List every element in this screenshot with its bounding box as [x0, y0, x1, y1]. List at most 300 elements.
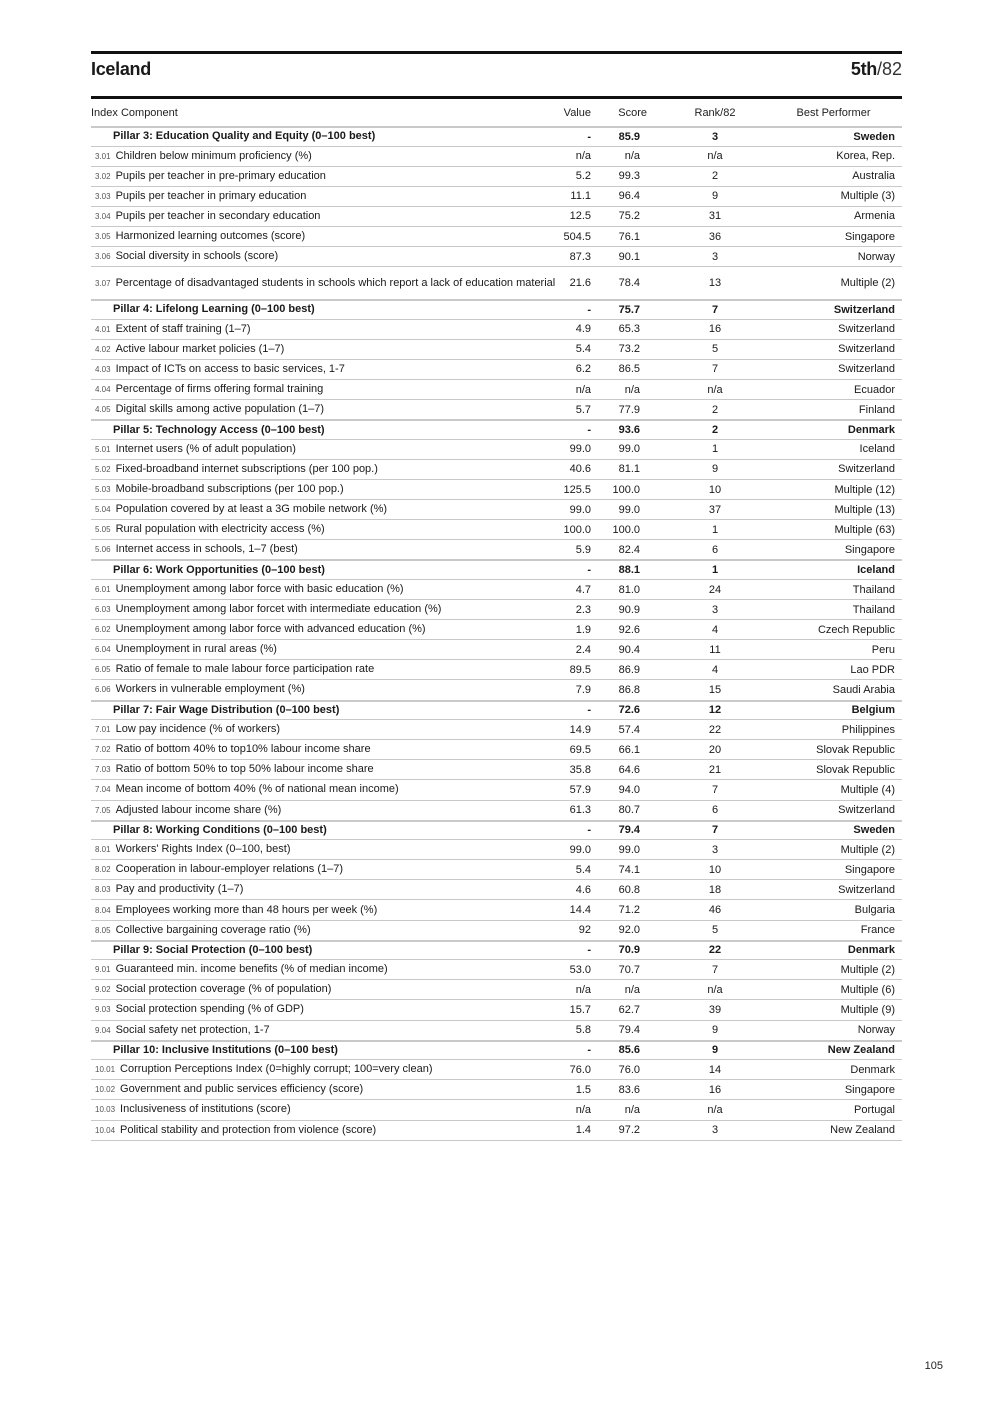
best-performer-cell: New Zealand	[827, 1044, 895, 1057]
best-performer-cell: Multiple (63)	[834, 523, 895, 536]
component-name	[91, 900, 556, 920]
score-cell: 99.0	[618, 843, 640, 856]
component-code: 8.04	[95, 905, 111, 915]
component-label: Pupils per teacher in primary education	[115, 189, 307, 202]
value-cell: 15.7	[569, 1003, 591, 1016]
component-name	[91, 620, 556, 640]
component-name	[91, 960, 556, 980]
component-name	[91, 1060, 556, 1080]
best-performer-cell: Peru	[871, 643, 895, 656]
rank-cell: 6	[711, 543, 719, 556]
rank-cell: 9	[711, 1044, 719, 1057]
best-performer-cell: Korea, Rep.	[836, 150, 895, 163]
rank-cell: 16	[708, 323, 722, 336]
table-row	[91, 186, 902, 206]
best-performer-cell: Multiple (3)	[840, 190, 895, 203]
table-row	[91, 880, 902, 900]
best-performer-cell: Philippines	[841, 723, 895, 736]
component-name	[91, 540, 556, 561]
component-name	[91, 1000, 556, 1020]
table-row	[91, 247, 902, 267]
table-row	[91, 1000, 902, 1020]
pillar-name	[91, 821, 556, 840]
rank-cell: 4	[711, 663, 719, 676]
score-cell: 85.9	[618, 130, 640, 143]
table-row	[91, 620, 902, 640]
pillar-name	[91, 941, 556, 960]
rank-cell: 5	[711, 924, 719, 937]
component-code: 6.05	[95, 665, 111, 675]
rank-cell: n/a	[707, 1103, 723, 1116]
component-label: Ratio of female to male labour force participation rate	[115, 663, 375, 676]
value-cell: 99.0	[569, 843, 591, 856]
score-cell: 85.6	[618, 1044, 640, 1057]
score-cell: n/a	[624, 1103, 640, 1116]
component-label: Internet access in schools, 1–7 (best)	[115, 543, 298, 556]
component-label: Pillar 10: Inclusive Institutions (0–100 best)	[113, 1043, 338, 1056]
component-code: 5.01	[95, 444, 111, 454]
pillar-row	[91, 821, 902, 840]
score-cell: n/a	[624, 983, 640, 996]
component-name	[91, 660, 556, 680]
score-cell: 75.2	[618, 210, 640, 223]
rank-cell: 5	[711, 343, 719, 356]
score-cell: 83.6	[618, 1083, 640, 1096]
value-cell: 99.0	[569, 503, 591, 516]
value-cell: 5.7	[575, 403, 591, 416]
best-performer-cell: Switzerland	[838, 343, 895, 356]
component-label: Rural population with electricity access (%)	[115, 523, 325, 536]
rank-cell: 13	[708, 277, 722, 290]
component-label: Unemployment among labor force with basic education (%)	[115, 583, 404, 596]
score-cell: 96.4	[618, 190, 640, 203]
best-performer-cell: Lao PDR	[850, 663, 895, 676]
table-row	[91, 579, 902, 599]
best-performer-cell: Multiple (6)	[840, 983, 895, 996]
table-row	[91, 267, 902, 301]
score-cell: 80.7	[618, 804, 640, 817]
component-label: Pillar 5: Technology Access (0–100 best)	[113, 423, 325, 436]
value-cell: n/a	[575, 383, 591, 396]
table-row	[91, 640, 902, 660]
score-cell: 76.1	[618, 230, 640, 243]
component-name	[91, 247, 556, 267]
pillar-row	[91, 701, 902, 720]
value-cell: 21.6	[569, 277, 591, 290]
component-code: 7.05	[95, 805, 111, 815]
rank-cell: 3	[711, 843, 719, 856]
table-row	[91, 359, 902, 379]
rank-cell: 2	[711, 170, 719, 183]
value-cell: 5.8	[575, 1024, 591, 1037]
component-label: Guaranteed min. income benefits (% of median income)	[115, 963, 388, 976]
rank-cell: 11	[709, 643, 721, 656]
component-code: 10.01	[95, 1065, 116, 1075]
table-row	[91, 500, 902, 520]
value-cell: 57.9	[569, 783, 591, 796]
component-label: Internet users (% of adult population)	[115, 442, 296, 455]
component-label: Cooperation in labour-employer relations (1–7)	[115, 863, 344, 876]
value-cell: 92	[578, 924, 591, 937]
component-code: 7.01	[95, 725, 111, 735]
table-row	[91, 900, 902, 920]
component-code: 6.02	[95, 625, 111, 635]
table-row	[91, 960, 902, 980]
column-header-best-performer: Best Performer	[796, 106, 871, 119]
component-name	[91, 1120, 556, 1140]
score-cell: 79.4	[618, 1024, 640, 1037]
component-code: 10.03	[95, 1105, 116, 1115]
score-cell: 65.3	[618, 323, 640, 336]
value-cell: 35.8	[569, 763, 591, 776]
component-code: 8.01	[95, 845, 111, 855]
component-code: 3.03	[95, 191, 111, 201]
value-cell: 11.1	[570, 190, 591, 203]
score-cell: 75.7	[618, 303, 640, 316]
best-performer-cell: Saudi Arabia	[832, 683, 895, 696]
component-label: Pupils per teacher in pre-primary education	[115, 169, 326, 182]
component-name	[91, 520, 556, 540]
component-label: Harmonized learning outcomes (score)	[115, 230, 306, 243]
best-performer-cell: Thailand	[852, 583, 895, 596]
component-label: Pupils per teacher in secondary education	[115, 209, 321, 222]
component-code: 5.03	[95, 485, 111, 495]
best-performer-cell: France	[860, 924, 895, 937]
value-cell: 14.4	[569, 904, 591, 917]
component-label: Active labour market policies (1–7)	[115, 342, 285, 355]
best-performer-cell: Singapore	[844, 543, 895, 556]
pillar-name	[91, 127, 556, 146]
value-cell: 61.3	[569, 804, 591, 817]
best-performer-cell: Multiple (2)	[840, 277, 895, 290]
value-cell: 2.3	[575, 603, 591, 616]
best-performer-cell: Switzerland	[838, 804, 895, 817]
best-performer-cell: Iceland	[859, 443, 895, 456]
score-cell: 93.6	[618, 424, 640, 437]
table-row	[91, 740, 902, 760]
rank-cell: 15	[708, 683, 722, 696]
rank-cell: 7	[711, 824, 719, 837]
table-row	[91, 1060, 902, 1080]
pillar-name	[91, 420, 556, 439]
table-row	[91, 540, 902, 561]
score-cell: 70.9	[618, 944, 640, 957]
score-cell: 76.0	[618, 1063, 640, 1076]
best-performer-cell: Multiple (9)	[840, 1003, 895, 1016]
rank-cell: 9	[711, 190, 719, 203]
best-performer-cell: Multiple (12)	[834, 483, 895, 496]
column-header-row	[91, 99, 902, 127]
component-name	[91, 980, 556, 1000]
score-cell: 90.4	[618, 643, 640, 656]
component-label: Mean income of bottom 40% (% of national mean income)	[115, 783, 399, 796]
component-code: 7.02	[95, 745, 111, 755]
rank-cell: 18	[708, 883, 722, 896]
value-cell: -	[587, 130, 591, 143]
best-performer-cell: Multiple (13)	[834, 503, 895, 516]
pillar-row	[91, 560, 902, 579]
score-cell: 99.0	[618, 443, 640, 456]
best-performer-cell: Multiple (4)	[840, 783, 895, 796]
score-cell: 62.7	[618, 1003, 640, 1016]
component-code: 6.01	[95, 585, 111, 595]
table-row	[91, 660, 902, 680]
best-performer-cell: Finland	[858, 403, 895, 416]
table-row	[91, 459, 902, 479]
score-cell: 90.1	[618, 250, 640, 263]
score-cell: 81.0	[618, 583, 640, 596]
component-label: Ratio of bottom 40% to top10% labour income share	[115, 743, 371, 756]
component-name	[91, 146, 556, 166]
component-code: 8.03	[95, 885, 111, 895]
value-cell: 5.4	[575, 863, 591, 876]
country-profile-page	[91, 51, 902, 1141]
component-label: Unemployment among labor forcet with intermediate education (%)	[115, 603, 442, 616]
rank-cell: 36	[708, 230, 722, 243]
table-row	[91, 860, 902, 880]
column-header-rank: Rank/82	[694, 106, 736, 119]
component-name	[91, 860, 556, 880]
score-cell: 77.9	[618, 403, 640, 416]
value-cell: 89.5	[569, 663, 591, 676]
table-row	[91, 680, 902, 701]
component-code: 3.01	[95, 151, 111, 161]
component-label: Pillar 4: Lifelong Learning (0–100 best)	[113, 303, 315, 316]
component-code: 3.06	[95, 252, 111, 262]
component-code: 5.04	[95, 505, 111, 515]
value-cell: 125.5	[563, 483, 591, 496]
value-cell: -	[587, 704, 591, 717]
component-name	[91, 359, 556, 379]
value-cell: 76.0	[569, 1063, 591, 1076]
component-code: 4.03	[95, 364, 111, 374]
component-code: 6.06	[95, 685, 111, 695]
component-name	[91, 226, 556, 246]
value-cell: 69.5	[569, 743, 591, 756]
pillar-row	[91, 941, 902, 960]
value-cell: 53.0	[569, 963, 591, 976]
rank-value: 5th	[850, 59, 877, 79]
best-performer-cell: Iceland	[857, 564, 895, 577]
component-label: Extent of staff training (1–7)	[115, 322, 251, 335]
table-row	[91, 1020, 902, 1041]
best-performer-cell: Switzerland	[838, 323, 895, 336]
component-label: Social protection spending (% of GDP)	[115, 1003, 304, 1016]
component-code: 8.05	[95, 925, 111, 935]
best-performer-cell: Sweden	[853, 130, 895, 143]
table-row	[91, 480, 902, 500]
component-code: 5.02	[95, 464, 111, 474]
best-performer-cell: Singapore	[844, 1083, 895, 1096]
rank-cell: 6	[711, 804, 719, 817]
component-name	[91, 339, 556, 359]
value-cell: 100.0	[563, 523, 591, 536]
score-cell: 86.8	[618, 683, 640, 696]
component-label: Low pay incidence (% of workers)	[115, 723, 281, 736]
component-code: 10.04	[95, 1125, 116, 1135]
pillar-row	[91, 1041, 902, 1060]
rank-cell: 10	[708, 863, 722, 876]
component-label: Pillar 3: Education Quality and Equity (0–100 best)	[113, 130, 376, 143]
table-row	[91, 780, 902, 800]
component-label: Employees working more than 48 hours per week (%)	[115, 903, 378, 916]
value-cell: 1.4	[575, 1124, 591, 1137]
score-cell: 86.9	[618, 663, 640, 676]
table-row	[91, 400, 902, 421]
value-cell: n/a	[575, 1103, 591, 1116]
value-cell: 12.5	[569, 210, 591, 223]
component-label: Unemployment in rural areas (%)	[115, 643, 277, 656]
value-cell: 4.9	[575, 323, 591, 336]
pillar-row	[91, 300, 902, 319]
best-performer-cell: Multiple (2)	[840, 843, 895, 856]
pillar-row	[91, 127, 902, 146]
best-performer-cell: Multiple (2)	[840, 963, 895, 976]
table-row	[91, 760, 902, 780]
value-cell: 14.9	[569, 723, 591, 736]
component-name	[91, 640, 556, 660]
rank-cell: 14	[708, 1063, 722, 1076]
component-code: 3.02	[95, 171, 111, 181]
rank-cell: 20	[708, 743, 722, 756]
rank-cell: 4	[711, 623, 719, 636]
value-cell: 5.2	[575, 170, 591, 183]
best-performer-cell: Thailand	[852, 603, 895, 616]
rank-cell: 37	[708, 503, 722, 516]
component-label: Pay and productivity (1–7)	[115, 883, 244, 896]
score-cell: 99.3	[618, 170, 640, 183]
component-label: Pillar 8: Working Conditions (0–100 best)	[113, 823, 327, 836]
table-row	[91, 380, 902, 400]
score-cell: 86.5	[618, 363, 640, 376]
score-cell: 81.1	[618, 463, 640, 476]
score-cell: 92.0	[618, 924, 640, 937]
rank-cell: 24	[708, 583, 722, 596]
component-code: 4.02	[95, 344, 111, 354]
component-code: 8.02	[95, 865, 111, 875]
value-cell: 5.9	[575, 543, 591, 556]
component-label: Digital skills among active population (1–7)	[115, 403, 325, 416]
component-code: 4.01	[95, 324, 111, 334]
value-cell: 4.6	[575, 883, 591, 896]
score-cell: 73.2	[618, 343, 640, 356]
score-cell: 94.0	[618, 783, 640, 796]
rank-cell: 3	[711, 1124, 719, 1137]
component-name	[91, 206, 556, 226]
component-name	[91, 459, 556, 479]
pillar-name	[91, 701, 556, 720]
table-row	[91, 920, 902, 941]
component-name	[91, 186, 556, 206]
value-cell: 4.7	[575, 583, 591, 596]
value-cell: 7.9	[575, 683, 591, 696]
pillar-name	[91, 1041, 556, 1060]
score-cell: 66.1	[618, 743, 640, 756]
rank-cell: 31	[708, 210, 722, 223]
component-name	[91, 760, 556, 780]
rank-cell: 21	[708, 763, 722, 776]
table-row	[91, 146, 902, 166]
component-code: 4.05	[95, 405, 111, 415]
table-row	[91, 339, 902, 359]
table-row	[91, 840, 902, 860]
component-label: Social protection coverage (% of population)	[115, 983, 332, 996]
component-code: 10.02	[95, 1085, 116, 1095]
component-code: 6.04	[95, 645, 111, 655]
table-row	[91, 720, 902, 740]
rank-cell: 7	[711, 963, 719, 976]
component-name	[91, 500, 556, 520]
rank-cell: 1	[711, 564, 719, 577]
rank-cell: n/a	[707, 983, 723, 996]
component-name	[91, 267, 556, 301]
best-performer-cell: Denmark	[850, 1063, 895, 1076]
component-name	[91, 720, 556, 740]
rank-cell: 1	[711, 443, 719, 456]
rank-cell: 9	[711, 1024, 719, 1037]
component-label: Fixed-broadband internet subscriptions (per 100 pop.)	[115, 462, 378, 475]
best-performer-cell: Denmark	[847, 424, 895, 437]
table-row	[91, 520, 902, 540]
best-performer-cell: Singapore	[844, 863, 895, 876]
score-cell: 90.9	[618, 603, 640, 616]
component-label: Social diversity in schools (score)	[115, 250, 279, 263]
best-performer-cell: Norway	[857, 1024, 895, 1037]
rank-cell: 1	[711, 523, 719, 536]
component-label: Unemployment among labor force with advanced education (%)	[115, 623, 426, 636]
value-cell: -	[587, 1044, 591, 1057]
component-label: Social safety net protection, 1-7	[115, 1023, 270, 1036]
rank-cell: 3	[711, 603, 719, 616]
component-code: 5.05	[95, 525, 111, 535]
score-cell: 72.6	[618, 704, 640, 717]
score-cell: 60.8	[618, 883, 640, 896]
component-label: Political stability and protection from violence (score)	[120, 1123, 377, 1136]
component-label: Impact of ICTs on access to basic services, 1-7	[115, 362, 345, 375]
rank-cell: 16	[708, 1083, 722, 1096]
score-cell: 82.4	[618, 543, 640, 556]
rank-cell: 3	[711, 250, 719, 263]
component-name	[91, 400, 556, 421]
best-performer-cell: Switzerland	[833, 303, 895, 316]
page-number: 105	[924, 1360, 943, 1372]
value-cell: -	[587, 564, 591, 577]
rank-cell: 10	[708, 483, 722, 496]
component-code: 3.07	[95, 278, 111, 288]
value-cell: n/a	[575, 983, 591, 996]
pillar-name	[91, 560, 556, 579]
component-name	[91, 1080, 556, 1100]
component-label: Adjusted labour income share (%)	[115, 803, 282, 816]
best-performer-cell: Slovak Republic	[816, 763, 895, 776]
best-performer-cell: Switzerland	[838, 883, 895, 896]
component-name	[91, 880, 556, 900]
value-cell: -	[587, 944, 591, 957]
rank-cell: n/a	[707, 383, 723, 396]
component-code: 9.03	[95, 1005, 111, 1015]
value-cell: 87.3	[569, 250, 591, 263]
rank-cell: 7	[711, 303, 719, 316]
table-row	[91, 1100, 902, 1120]
rank-cell: 39	[708, 1003, 722, 1016]
best-performer-cell: Norway	[857, 250, 895, 263]
value-cell: 99.0	[569, 443, 591, 456]
title-row	[91, 54, 902, 96]
component-name	[91, 780, 556, 800]
component-name	[91, 380, 556, 400]
component-name	[91, 740, 556, 760]
component-name	[91, 166, 556, 186]
